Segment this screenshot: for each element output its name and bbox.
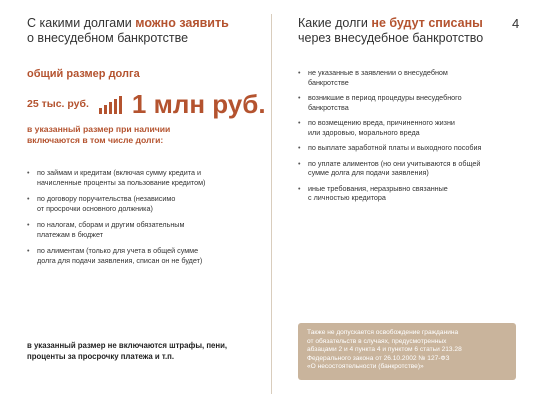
- legal-note-line: Федерального закона от 26.10.2002 № 127-ФЗ: [307, 354, 450, 362]
- list-item: [27, 194, 267, 213]
- excluded-note-line2: проценты за просрочку платежа и т.п.: [27, 352, 175, 361]
- list-item: [27, 246, 267, 265]
- right-heading: [298, 16, 483, 46]
- right-heading-text: Какие долги: [298, 16, 372, 30]
- list-item-line: • по алиментам (только для учета в общей сумме: [37, 246, 199, 255]
- page-number: 4: [512, 16, 520, 31]
- non-dischargeable-list: [298, 68, 528, 203]
- legal-note-line: от обязательств в случаях, предусмотренных: [307, 337, 447, 345]
- list-item-line: с личностью кредитора: [308, 193, 386, 202]
- column-divider: [271, 14, 272, 394]
- left-heading-highlight: можно заявить: [135, 16, 229, 30]
- list-item: [298, 118, 528, 137]
- right-heading-line2: через внесудебное банкротство: [298, 31, 484, 45]
- legal-note-line: Также не допускается освобождение гражданина: [307, 329, 459, 336]
- list-item-line: платежам в бюджет: [37, 229, 104, 239]
- legal-note-line: абзацами 2 и 4 пункта 4 и пунктом 6 статьи 213.28: [307, 346, 462, 354]
- debt-range: [27, 88, 266, 120]
- legal-note-box: [298, 323, 516, 380]
- right-heading-highlight: не будут списаны: [371, 16, 483, 30]
- left-heading: [27, 16, 229, 46]
- list-item: [298, 143, 528, 153]
- list-item-line: начисленные проценты за пользование кредитом): [37, 177, 206, 187]
- list-item: [298, 184, 528, 203]
- list-item-line: • иные требования, неразрывно связанные: [308, 183, 448, 193]
- list-item-line: • по договору поручительства (независимо: [37, 194, 176, 203]
- list-item-line: • возникшие в период процедуры внесудебного: [308, 93, 462, 102]
- growth-bars-icon: [99, 94, 124, 114]
- list-item-line: • по уплате алиментов (но они учитываются в общей: [308, 158, 481, 168]
- list-item: [27, 168, 267, 187]
- legal-note-line: «О несостоятельности (банкротстве)»: [307, 363, 424, 371]
- min-amount: 25 тыс. руб.: [27, 98, 89, 110]
- list-item: [298, 159, 528, 178]
- list-item: [298, 93, 528, 112]
- included-heading-line2: включаются в том числе долги:: [27, 135, 164, 145]
- list-item-line: долга для подачи заявления, списан он не будет): [37, 255, 203, 265]
- list-item-line: • по выплате заработной платы и выходного пособия: [308, 143, 482, 152]
- list-item-line: банкротстве: [308, 77, 349, 87]
- left-heading-text: С какими долгами: [27, 16, 136, 30]
- legal-note-text: [298, 323, 516, 378]
- list-item-line: или здоровью, морального вреда: [308, 127, 420, 137]
- excluded-note: [27, 340, 267, 362]
- included-heading: [27, 124, 170, 146]
- included-heading-line1: в указанный размер при наличии: [27, 124, 171, 134]
- list-item-line: банкротства: [308, 102, 349, 112]
- included-debts-list: [27, 168, 267, 265]
- list-item-line: • по займам и кредитам (включая сумму кредита и: [37, 168, 201, 177]
- debt-size-label: общий размер долга: [27, 68, 140, 80]
- list-item-line: от просрочки основного должника): [37, 203, 153, 213]
- list-item: [298, 68, 528, 87]
- list-item-line: • по возмещению вреда, причиненного жизни: [308, 118, 455, 127]
- list-item: [27, 220, 267, 239]
- list-item-line: • не указанные в заявлении о внесудебном: [308, 68, 448, 77]
- max-amount: 1 млн руб.: [131, 88, 266, 119]
- excluded-note-line1: в указанный размер не включаются штрафы, пени,: [27, 341, 228, 350]
- list-item-line: • по налогам, сборам и другим обязательным: [37, 220, 185, 229]
- left-heading-line2: о внесудебном банкротстве: [27, 31, 189, 45]
- list-item-line: сумме долга для подачи заявления): [308, 168, 429, 177]
